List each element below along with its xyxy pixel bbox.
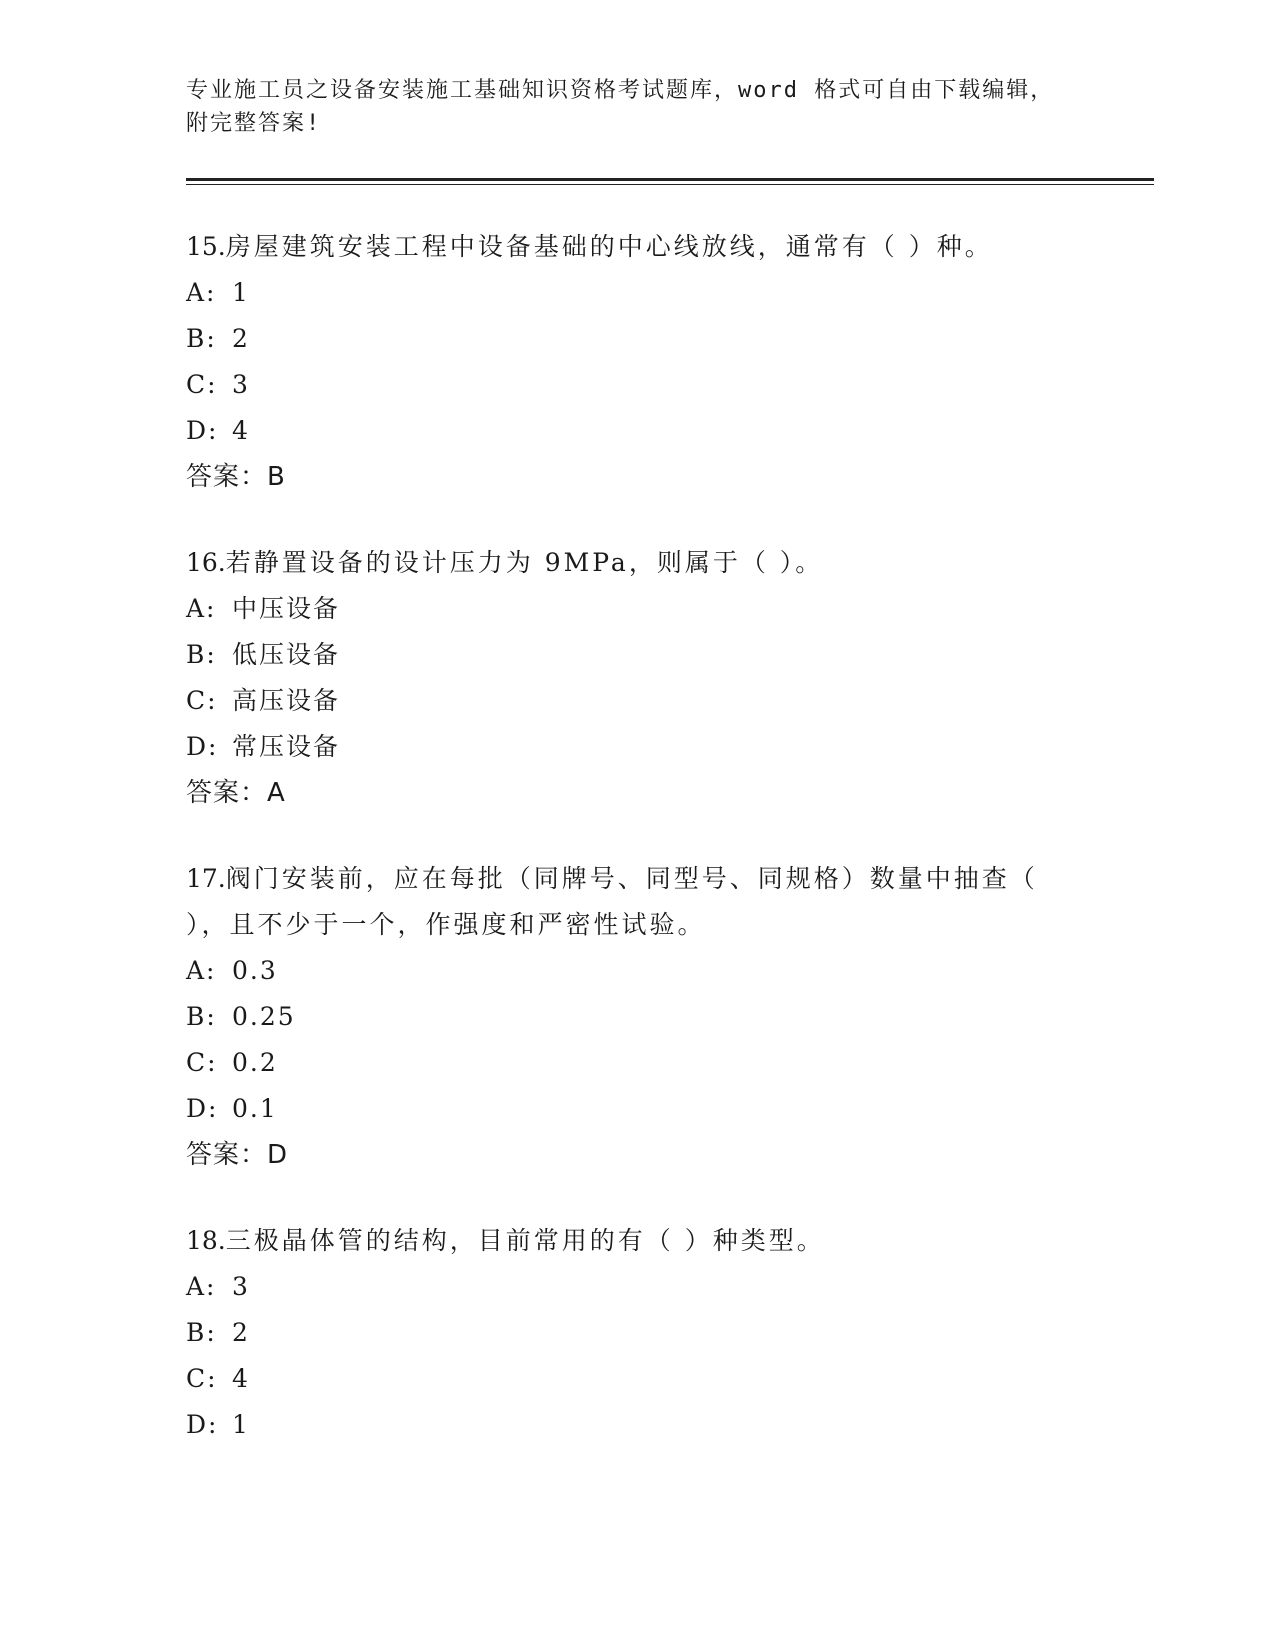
question-15 [186,224,1086,500]
option-text: 4 [232,1364,250,1393]
option-text: 常压设备 [232,732,341,761]
question-stem-line: ），且不少于一个，作强度和严密性试验。 [186,910,706,939]
question-stem [186,1218,1086,1264]
option-text: 0.3 [232,956,278,985]
question-number: 17. [186,864,226,893]
option-text: 3 [232,1272,250,1301]
option-text: 4 [232,416,250,445]
option-text: 高压设备 [232,686,341,715]
option-text: 0.1 [232,1094,278,1123]
option-key: C: [186,1364,218,1393]
option-key: B: [186,1318,217,1347]
option-text: 0.2 [232,1048,278,1077]
answer-label: 答案： [186,778,268,808]
option-text: 0.25 [232,1002,296,1031]
option-d [186,724,1086,770]
option-b [186,1310,1086,1356]
option-text: 低压设备 [232,640,341,669]
answer-label: 答案： [186,1140,268,1170]
option-key: A: [186,594,217,623]
option-key: C: [186,686,218,715]
option-a [186,1264,1086,1310]
option-c [186,1040,1086,1086]
option-key: D: [186,416,219,445]
question-number: 18. [186,1226,226,1255]
option-text: 中压设备 [232,594,341,623]
question-stem-line: 三极晶体管的结构，目前常用的有（ ）种类型。 [225,1226,825,1255]
question-number: 15. [186,232,226,261]
question-number: 16. [186,548,226,577]
option-d [186,1086,1086,1132]
option-c [186,678,1086,724]
answer-line [186,1132,1086,1178]
option-c [186,1356,1086,1402]
answer-value: B [267,462,286,492]
option-key: C: [186,1048,218,1077]
option-a [186,270,1086,316]
option-b [186,316,1086,362]
option-a [186,586,1086,632]
option-text: 3 [232,370,250,399]
document-header [186,74,1166,140]
question-stem-line: 房屋建筑安装工程中设备基础的中心线放线，通常有（ ）种。 [225,232,993,261]
option-key: D: [186,1410,219,1439]
header-divider-thin [186,184,1154,185]
option-key: B: [186,640,217,669]
option-key: A: [186,956,217,985]
option-d [186,408,1086,454]
option-b [186,994,1086,1040]
option-text: 1 [232,278,250,307]
option-key: D: [186,732,219,761]
question-stem [186,224,1086,270]
answer-line [186,454,1086,500]
header-line-2: 附完整答案! [186,111,322,136]
option-text: 2 [232,324,250,353]
question-stem-line: 若静置设备的设计压力为 9MPa，则属于（ ）。 [225,548,824,577]
option-key: B: [186,1002,217,1031]
option-b [186,632,1086,678]
header-divider-thick [186,178,1154,181]
question-stem [186,856,1086,902]
answer-label: 答案： [186,462,268,492]
option-d [186,1402,1086,1448]
option-text: 2 [232,1318,250,1347]
option-c [186,362,1086,408]
option-a [186,948,1086,994]
header-line-1: 专业施工员之设备安装施工基础知识资格考试题库，word 格式可自由下载编辑， [186,78,1055,103]
option-key: D: [186,1094,219,1123]
question-stem-line: 阀门安装前，应在每批（同牌号、同型号、同规格）数量中抽查（ [225,864,1038,893]
question-17 [186,856,1086,1178]
question-18 [186,1218,1086,1448]
answer-line [186,770,1086,816]
question-stem [186,540,1086,586]
option-text: 1 [232,1410,250,1439]
option-key: A: [186,278,217,307]
question-stem-continued [186,902,1086,948]
option-key: C: [186,370,218,399]
answer-value: A [267,778,286,808]
option-key: B: [186,324,217,353]
question-16 [186,540,1086,816]
option-key: A: [186,1272,217,1301]
answer-value: D [267,1140,289,1170]
